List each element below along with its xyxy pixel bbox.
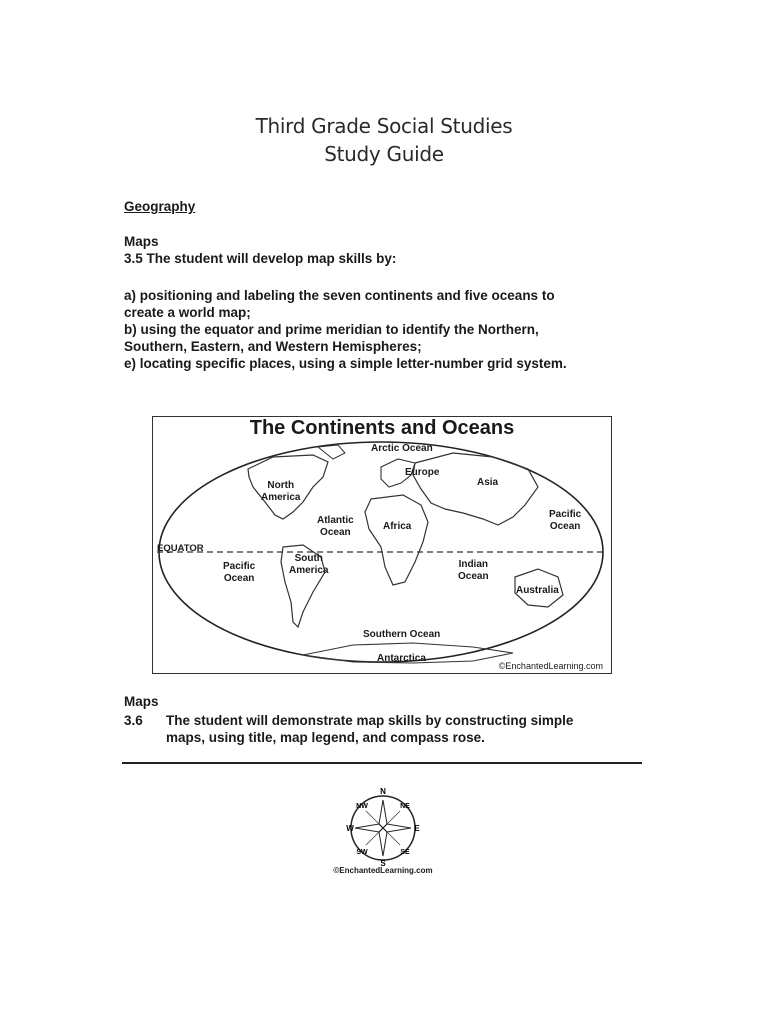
- document-subtitle: Study Guide: [324, 142, 444, 166]
- label-line: Ocean: [320, 527, 351, 538]
- label-indian-ocean: [458, 559, 489, 583]
- compass-w: W: [346, 824, 354, 833]
- label-europe: Europe: [405, 467, 440, 478]
- standard-number: 3.6: [124, 713, 143, 728]
- greenland-shape: [318, 445, 345, 459]
- label-south-america: [289, 553, 328, 577]
- detail-line: e) locating specific places, using a simple letter-number grid system.: [124, 356, 567, 371]
- label-africa: Africa: [383, 521, 412, 532]
- label-southern-ocean: Southern Ocean: [363, 629, 441, 640]
- compass-rose-icon: [338, 786, 428, 866]
- label-line: Ocean: [223, 573, 255, 584]
- detail-line: a) positioning and labeling the seven continents and five oceans to: [124, 288, 555, 303]
- document-title: Third Grade Social Studies: [255, 114, 513, 138]
- label-north-america: [261, 480, 300, 504]
- detail-line: Southern, Eastern, and Western Hemispheres;: [124, 339, 422, 354]
- compass-sw: SW: [356, 849, 368, 856]
- label-asia: Asia: [477, 477, 499, 488]
- label-line: South: [294, 553, 323, 564]
- world-map-figure: [152, 416, 612, 674]
- detail-line: b) using the equator and prime meridian to identify the Northern,: [124, 322, 539, 337]
- standard-3-5: 3.5 The student will develop map skills by:: [124, 251, 397, 266]
- standard-line: The student will demonstrate map skills by constructing simple: [166, 713, 574, 728]
- section-heading-geography: Geography: [124, 199, 196, 214]
- label-line: North: [267, 480, 295, 491]
- label-line: Ocean: [458, 571, 489, 582]
- map-title: The Continents and Oceans: [249, 417, 515, 439]
- label-australia: Australia: [516, 585, 559, 596]
- asia-shape: [413, 453, 538, 525]
- label-atlantic-ocean: [317, 515, 354, 539]
- label-line: Ocean: [549, 521, 581, 532]
- compass-s: S: [380, 859, 386, 866]
- compass-needle-w: [355, 824, 383, 832]
- label-pacific-ocean-west: [223, 561, 255, 585]
- detail-line: create a world map;: [124, 305, 251, 320]
- standard-text: [166, 712, 646, 746]
- compass-ne: NE: [400, 803, 410, 810]
- label-arctic-ocean: Arctic Ocean: [371, 443, 433, 454]
- compass-nw: NW: [356, 803, 368, 810]
- africa-shape: [365, 495, 428, 585]
- label-line: Pacific: [549, 509, 582, 520]
- compass-credit: ©EnchantedLearning.com: [333, 866, 433, 875]
- compass-e: E: [414, 824, 420, 833]
- compass-needle-s: [379, 828, 387, 856]
- compass-n: N: [380, 787, 386, 796]
- compass-se: SE: [400, 849, 410, 856]
- label-equator: EQUATOR: [157, 543, 204, 554]
- label-line: Indian: [458, 559, 489, 570]
- label-line: Pacific: [223, 561, 256, 572]
- map-credit: ©EnchantedLearning.com: [498, 661, 603, 671]
- maps-heading-1: Maps: [124, 234, 159, 249]
- label-pacific-ocean-east: [549, 509, 581, 533]
- label-line: America: [289, 565, 329, 576]
- label-line: Atlantic: [317, 515, 354, 526]
- maps-heading-2: Maps: [124, 694, 159, 709]
- standard-line: maps, using title, map legend, and compass rose.: [166, 730, 485, 745]
- compass-needle-e: [383, 824, 411, 832]
- label-antarctica: Antarctica: [377, 653, 426, 664]
- horizontal-rule: [122, 762, 642, 764]
- compass-needle-n: [379, 800, 387, 828]
- standard-3-5-details: [124, 287, 644, 372]
- label-line: America: [261, 492, 301, 503]
